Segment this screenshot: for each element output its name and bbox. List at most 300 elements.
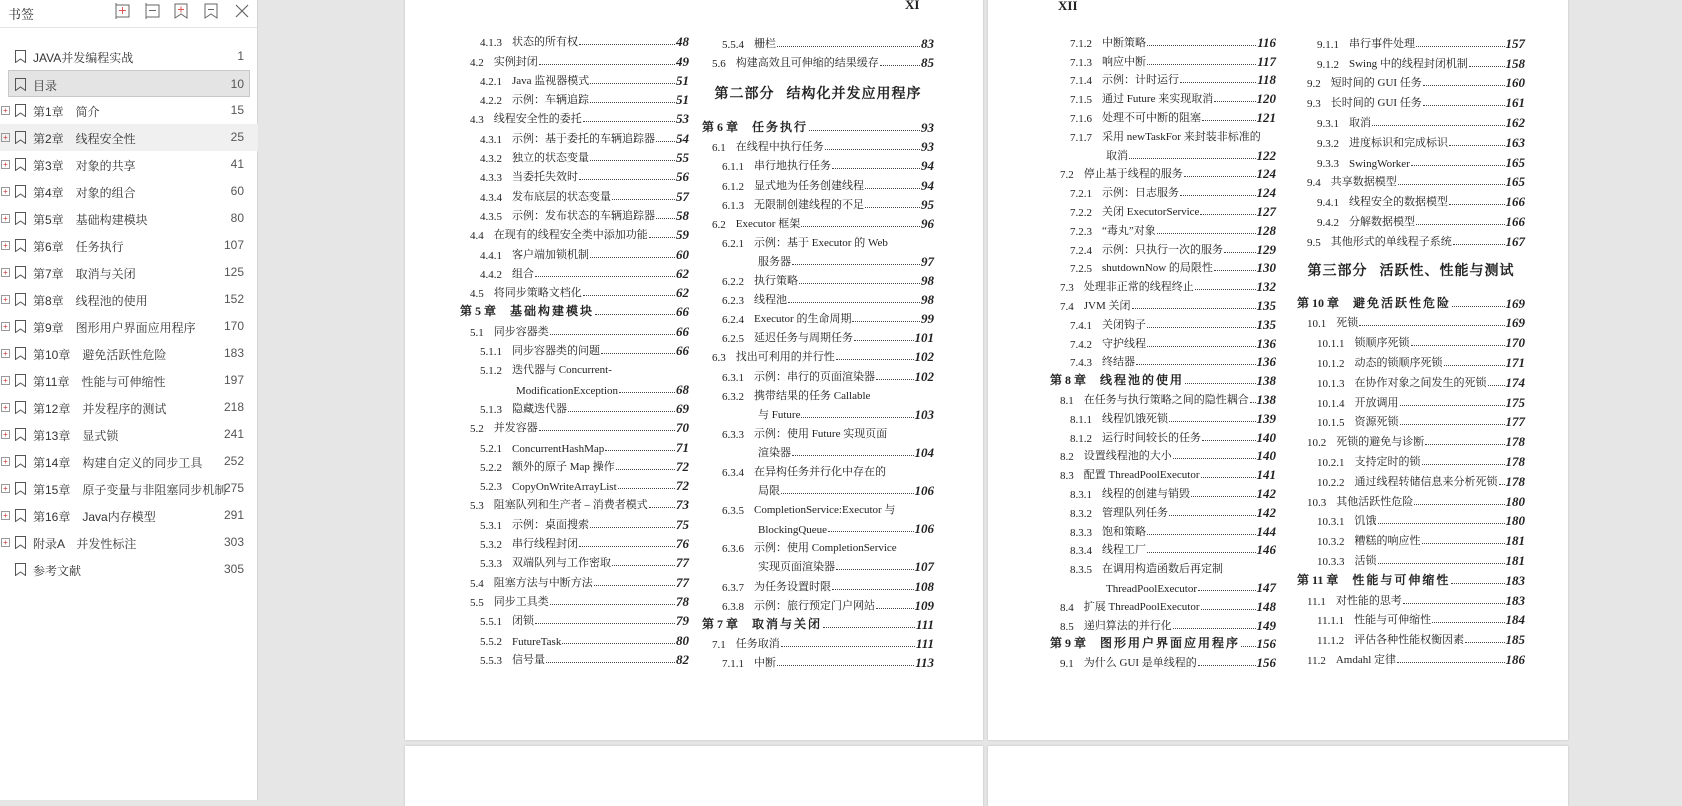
toc-entry[interactable]	[460, 339, 689, 358]
bookmark-item[interactable]	[0, 259, 258, 286]
toc-page: 180	[1505, 493, 1525, 509]
toc-leader	[876, 379, 914, 380]
toc-entry[interactable]	[1297, 429, 1525, 449]
toc-entry[interactable]	[460, 49, 689, 68]
toc-page: 140	[1256, 448, 1276, 464]
expand-toggle-icon[interactable]: +	[1, 511, 10, 520]
toc-entry[interactable]	[702, 173, 934, 192]
bookmark-label: 第16章 Java内存模型	[33, 510, 156, 524]
toc-number: 9.5	[1307, 236, 1321, 249]
toc-entry[interactable]	[702, 326, 934, 345]
toc-entry[interactable]	[1297, 509, 1525, 529]
toc-entry[interactable]	[702, 460, 934, 479]
bookmark-icon	[15, 401, 26, 414]
toc-entry[interactable]	[702, 613, 934, 632]
toc-entry[interactable]	[460, 126, 689, 145]
toc-entry[interactable]	[1297, 189, 1525, 209]
toc-number: 9.4	[1307, 177, 1321, 190]
bookmark-item[interactable]	[0, 556, 258, 583]
toc-entry[interactable]	[702, 632, 934, 651]
toc-entry[interactable]	[460, 107, 689, 126]
toc-page: 117	[1257, 53, 1276, 69]
toc-entry[interactable]	[702, 555, 934, 574]
toc-entry[interactable]	[460, 242, 689, 261]
expand-toggle-icon[interactable]: +	[1, 133, 10, 142]
toc-number: 10.3.3	[1317, 555, 1345, 568]
toc-title: 共享数据模型	[1330, 176, 1397, 189]
toc-title: 活锁	[1354, 554, 1377, 567]
toc-entry[interactable]	[702, 574, 934, 593]
toc-entry[interactable]	[1050, 557, 1276, 576]
toc-title: 停止基于线程的服务	[1083, 168, 1183, 181]
toc-leader	[1132, 308, 1256, 309]
toc-leader	[1224, 252, 1256, 253]
toc-entry[interactable]	[460, 416, 689, 435]
toc-title: 线程工厂	[1102, 544, 1146, 557]
toc-entry[interactable]	[702, 250, 934, 269]
toc-page: 75	[676, 516, 689, 532]
toc-entry[interactable]	[1297, 469, 1525, 489]
toc-number: 9.4.1	[1317, 197, 1339, 210]
toc-title: 实例封闭	[493, 55, 538, 68]
toc-entry[interactable]	[1050, 313, 1276, 332]
toc-entry[interactable]	[1297, 568, 1525, 588]
toc-page: 49	[676, 53, 689, 69]
bookmark-label: 第14章 构建自定义的同步工具	[33, 456, 203, 470]
toc-entry[interactable]	[702, 517, 934, 536]
bookmark-item[interactable]	[8, 70, 250, 97]
bookmark-page: 125	[223, 265, 244, 279]
expand-toggle-icon[interactable]: +	[1, 430, 10, 439]
bookmark-item[interactable]	[0, 178, 258, 205]
toc-page: 161	[1505, 95, 1525, 111]
toc-entry[interactable]	[460, 590, 689, 609]
toc-entry[interactable]	[1297, 647, 1525, 667]
toc-entry[interactable]	[460, 648, 689, 667]
toc-leader	[854, 340, 914, 341]
toc-entry[interactable]	[702, 154, 934, 173]
expand-toggle-icon[interactable]: +	[1, 403, 10, 412]
toc-page: 171	[1505, 354, 1525, 370]
toc-title: 糟糕的响应性	[1354, 535, 1421, 548]
toc-title: 同步容器类的问题	[512, 345, 600, 358]
toc-number: 10.3.2	[1317, 536, 1345, 549]
toc-title: “毒丸”对象	[1102, 224, 1156, 237]
toc-number: 第二部分	[714, 87, 775, 103]
toc-entry[interactable]	[1050, 275, 1276, 294]
expand-toggle-icon[interactable]: +	[1, 187, 10, 196]
toc-entry[interactable]	[1297, 110, 1525, 130]
toc-entry[interactable]	[1297, 330, 1525, 350]
toc-entry[interactable]	[1297, 130, 1525, 150]
toc-entry[interactable]	[1297, 291, 1525, 311]
bookmark-page: 15	[230, 103, 244, 117]
toc-entry[interactable]	[1050, 501, 1276, 520]
toc-entry[interactable]	[460, 609, 689, 628]
toc-page: 178	[1505, 453, 1525, 469]
toc-leader	[836, 569, 914, 570]
toc-number: 11.1.1	[1317, 615, 1345, 628]
toc-leader	[1451, 583, 1504, 584]
toc-title: 同步容器类	[493, 325, 549, 338]
toc-entry[interactable]	[1297, 489, 1525, 509]
toc-title: FutureTask	[512, 635, 562, 648]
vertical-scrollbar[interactable]	[1668, 0, 1682, 800]
bookmark-item[interactable]	[0, 475, 258, 502]
bookmark-item[interactable]	[0, 502, 258, 529]
bookmark-item[interactable]	[0, 151, 258, 178]
toc-entry[interactable]	[460, 377, 689, 396]
expand-all-icon[interactable]	[113, 2, 131, 20]
toc-entry[interactable]	[1050, 595, 1276, 614]
toc-entry[interactable]	[1297, 608, 1525, 628]
toc-title: 在调用构造函数后再定制	[1102, 563, 1223, 576]
toc-leader	[1169, 421, 1256, 422]
toc-page: 78	[676, 593, 689, 609]
close-icon[interactable]	[233, 2, 251, 20]
toc-entry[interactable]	[1297, 150, 1525, 170]
bookmark-item[interactable]	[0, 205, 258, 232]
toc-entry[interactable]	[1050, 539, 1276, 558]
toc-leader	[1169, 515, 1256, 516]
toc-title: 在现有的线程安全类中添加功能	[493, 229, 648, 242]
toc-entry[interactable]	[1050, 294, 1276, 313]
bookmark-item[interactable]	[0, 43, 258, 70]
toc-leader	[1372, 125, 1505, 126]
toc-title: 任务取消	[735, 637, 780, 650]
toc-entry[interactable]	[1297, 209, 1525, 229]
bookmark-item[interactable]	[0, 97, 258, 124]
expand-toggle-icon[interactable]: +	[1, 376, 10, 385]
toc-title: 阻塞方法与中断方法	[493, 576, 593, 589]
toc-entry[interactable]	[1297, 31, 1525, 51]
toc-number: 10.3.1	[1317, 516, 1345, 529]
toc-part-heading	[702, 70, 934, 116]
bookmark-item[interactable]	[0, 313, 258, 340]
toc-entry[interactable]	[460, 165, 689, 184]
toc-page: 120	[1256, 91, 1276, 107]
expand-toggle-icon[interactable]: +	[1, 484, 10, 493]
toc-entry[interactable]	[1050, 482, 1276, 501]
toc-title: 迭代器与 Concurrent-	[512, 364, 612, 377]
toc-number: 5.2.3	[480, 481, 502, 494]
toc-entry[interactable]	[1297, 90, 1525, 110]
toc-entry[interactable]	[460, 88, 689, 107]
expand-toggle-icon[interactable]: +	[1, 457, 10, 466]
toc-number: 4.4	[470, 230, 484, 243]
toc-entry[interactable]	[1050, 238, 1276, 257]
remove-bookmark-icon[interactable]	[202, 2, 220, 20]
toc-entry[interactable]	[702, 116, 934, 135]
toc-entry[interactable]	[460, 628, 689, 647]
toc-entry[interactable]	[1050, 614, 1276, 633]
toc-leader	[1173, 628, 1256, 629]
toc-entry[interactable]	[702, 403, 934, 422]
toc-entry[interactable]	[460, 435, 689, 454]
toc-entry[interactable]	[460, 455, 689, 474]
toc-entry[interactable]	[1050, 576, 1276, 595]
toc-entry[interactable]	[460, 223, 689, 242]
bookmark-item[interactable]	[0, 529, 258, 556]
add-bookmark-icon[interactable]	[172, 2, 190, 20]
toc-entry[interactable]	[702, 32, 934, 51]
toc-entry[interactable]	[460, 262, 689, 281]
toc-leader	[1157, 233, 1256, 234]
toc-number: 8.2	[1060, 451, 1074, 464]
toc-entry[interactable]	[460, 570, 689, 589]
toc-entry[interactable]	[460, 512, 689, 531]
expand-toggle-icon[interactable]: +	[1, 349, 10, 358]
toc-entry[interactable]	[1050, 200, 1276, 219]
toc-title: 串行事件处理	[1349, 37, 1415, 50]
pdf-page-next-right	[988, 746, 1568, 806]
toc-entry[interactable]	[1050, 87, 1276, 106]
toc-title: 为什么 GUI 是单线程的	[1083, 657, 1197, 670]
toc-leader	[1147, 534, 1256, 535]
toc-page: 69	[676, 400, 689, 416]
toc-number: 5.1.1	[480, 346, 502, 359]
toc-title: Amdahl 定律	[1335, 653, 1397, 666]
toc-entry[interactable]	[1050, 633, 1276, 652]
toc-number: 6.3.6	[722, 543, 744, 556]
bookmark-label: 第7章 取消与关闭	[33, 267, 136, 281]
toc-leader	[562, 643, 675, 644]
toc-number: 4.3	[470, 114, 484, 127]
toc-entry[interactable]	[460, 474, 689, 493]
toc-entry[interactable]	[460, 204, 689, 223]
toc-title: 评估各种性能权衡因素	[1354, 634, 1465, 647]
toc-leader	[656, 141, 675, 142]
toc-entry[interactable]	[1050, 163, 1276, 182]
toc-title: 分解数据模型	[1349, 215, 1415, 228]
toc-entry[interactable]	[1297, 311, 1525, 331]
bookmark-item[interactable]	[0, 448, 258, 475]
bookmark-icon	[15, 293, 26, 306]
toc-leader	[550, 604, 675, 605]
toc-entry[interactable]	[702, 307, 934, 326]
toc-number: 4.3.3	[480, 172, 502, 185]
toc-entry[interactable]	[460, 281, 689, 300]
bookmark-item[interactable]	[0, 286, 258, 313]
toc-entry[interactable]	[1050, 369, 1276, 388]
toc-page: 180	[1505, 513, 1525, 529]
toc-entry[interactable]	[1297, 390, 1525, 410]
toc-entry[interactable]	[702, 422, 934, 441]
toc-page: 149	[1256, 617, 1276, 633]
toc-entry[interactable]	[702, 364, 934, 383]
toc-number: 10.2.2	[1317, 476, 1345, 489]
toc-page: 142	[1256, 485, 1276, 501]
expand-toggle-icon[interactable]: +	[1, 106, 10, 115]
expand-toggle-icon[interactable]: +	[1, 322, 10, 331]
toc-entry[interactable]	[460, 493, 689, 512]
toc-entry[interactable]	[1050, 426, 1276, 445]
bookmark-icon	[15, 347, 26, 360]
toc-entry[interactable]	[460, 69, 689, 88]
toc-entry[interactable]	[1050, 520, 1276, 539]
toc-entry[interactable]	[1050, 257, 1276, 276]
toc-entry[interactable]	[702, 441, 934, 460]
expand-toggle-icon[interactable]: +	[1, 268, 10, 277]
toc-entry[interactable]	[702, 193, 934, 212]
toc-number: 4.2.2	[480, 95, 502, 108]
toc-leader	[1201, 609, 1256, 610]
toc-entry[interactable]	[1297, 410, 1525, 430]
toc-entry[interactable]	[1050, 407, 1276, 426]
toc-entry[interactable]	[1297, 528, 1525, 548]
toc-entry[interactable]	[1050, 463, 1276, 482]
toc-entry[interactable]	[1297, 627, 1525, 647]
toc-page: 98	[921, 292, 934, 308]
toc-page: 163	[1505, 134, 1525, 150]
bookmark-page: 10	[230, 77, 244, 91]
toc-title: 处理非正常的线程终止	[1083, 281, 1194, 294]
toc-entry[interactable]	[460, 397, 689, 416]
toc-title: 扩展 ThreadPoolExecutor	[1083, 600, 1200, 613]
bookmark-item[interactable]	[0, 340, 258, 367]
toc-entry[interactable]	[702, 269, 934, 288]
toc-leader	[1411, 345, 1505, 346]
toc-entry[interactable]	[702, 384, 934, 403]
toc-entry[interactable]	[1050, 181, 1276, 200]
toc-title: 基础构建模块	[510, 304, 595, 319]
toc-entry[interactable]	[460, 146, 689, 165]
toc-entry[interactable]	[702, 651, 934, 670]
toc-title: 支持定时的锁	[1354, 455, 1421, 468]
toc-number: 4.1.3	[480, 37, 502, 50]
toc-leader	[1147, 327, 1256, 328]
toc-title: 递归算法的并行化	[1083, 619, 1172, 632]
toc-entry[interactable]	[1297, 71, 1525, 91]
toc-page: 85	[921, 55, 934, 71]
toc-entry[interactable]	[702, 231, 934, 250]
toc-entry[interactable]	[1050, 144, 1276, 163]
toc-leader	[1423, 85, 1505, 86]
bookmark-icon	[15, 158, 26, 171]
toc-number: 第 9 章	[1050, 636, 1087, 651]
toc-title: 延迟任务与周期任务	[754, 332, 853, 345]
toc-entry[interactable]	[1050, 69, 1276, 88]
toc-page: 169	[1505, 315, 1525, 331]
toc-title: shutdownNow 的局限性	[1102, 262, 1213, 275]
toc-entry[interactable]	[702, 479, 934, 498]
expand-toggle-icon[interactable]: +	[1, 160, 10, 169]
toc-entry[interactable]	[702, 345, 934, 364]
toc-entry[interactable]	[1050, 106, 1276, 125]
toc-page: 118	[1257, 72, 1276, 88]
bookmark-icon	[15, 78, 26, 91]
toc-leader	[1195, 289, 1256, 290]
bookmark-item[interactable]	[0, 394, 258, 421]
toc-leader	[649, 507, 675, 508]
toc-entry[interactable]	[460, 532, 689, 551]
toc-leader	[1201, 477, 1256, 478]
toc-page: 144	[1256, 523, 1276, 539]
toc-entry[interactable]	[702, 288, 934, 307]
toc-entry[interactable]	[1050, 388, 1276, 407]
bookmark-item[interactable]	[0, 367, 258, 394]
toc-entry[interactable]	[702, 135, 934, 154]
toc-page: 102	[914, 349, 934, 365]
bookmark-item[interactable]	[0, 232, 258, 259]
toc-entry[interactable]	[702, 51, 934, 70]
toc-entry[interactable]	[1050, 332, 1276, 351]
toc-title: 锁顺序死锁	[1354, 337, 1410, 350]
toc-entry[interactable]	[460, 319, 689, 338]
toc-entry[interactable]	[1297, 449, 1525, 469]
bookmark-item[interactable]	[0, 124, 258, 151]
bookmark-item[interactable]	[0, 421, 258, 448]
toc-entry[interactable]	[702, 498, 934, 517]
toc-leader	[1180, 195, 1256, 196]
collapse-all-icon[interactable]	[143, 2, 161, 20]
toc-number: 10.3	[1307, 496, 1327, 509]
toc-entry[interactable]	[1297, 350, 1525, 370]
toc-entry[interactable]	[1050, 50, 1276, 69]
toc-title: 服务器	[758, 255, 791, 268]
toc-entry[interactable]	[702, 212, 934, 231]
toc-page: 141	[1256, 467, 1276, 483]
toc-entry[interactable]	[702, 594, 934, 613]
toc-number: 6.3.3	[722, 428, 744, 441]
toc-leader	[1414, 504, 1504, 505]
expand-toggle-icon[interactable]: +	[1, 538, 10, 547]
toc-number: 8.1	[1060, 394, 1074, 407]
toc-page: 83	[921, 36, 934, 52]
toc-entry[interactable]	[460, 551, 689, 570]
toc-page: 101	[914, 330, 934, 346]
toc-page: 124	[1256, 166, 1276, 182]
toc-entry[interactable]	[460, 358, 689, 377]
toc-number: 7.1.1	[722, 657, 744, 670]
toc-entry[interactable]	[1050, 219, 1276, 238]
bookmark-icon	[15, 239, 26, 252]
toc-entry[interactable]	[1297, 588, 1525, 608]
toc-entry[interactable]	[1297, 229, 1525, 249]
toc-entry[interactable]	[1297, 370, 1525, 390]
toc-page: 156	[1256, 636, 1276, 652]
toc-entry[interactable]	[702, 536, 934, 555]
toc-entry[interactable]	[460, 184, 689, 203]
toc-page: 113	[915, 654, 934, 670]
expand-toggle-icon[interactable]: +	[1, 214, 10, 223]
toc-entry[interactable]	[1050, 31, 1276, 50]
toc-leader	[781, 493, 914, 494]
toc-entry[interactable]	[1297, 51, 1525, 71]
toc-entry[interactable]	[1297, 548, 1525, 568]
toc-entry[interactable]	[1050, 351, 1276, 370]
expand-toggle-icon[interactable]: +	[1, 295, 10, 304]
toc-entry[interactable]	[460, 300, 689, 319]
toc-leader	[1147, 45, 1256, 46]
bookmark-page: 303	[223, 535, 244, 549]
toc-number: 11.1.2	[1317, 635, 1345, 648]
toc-entry[interactable]	[1050, 445, 1276, 464]
toc-title: 执行策略	[754, 275, 798, 288]
toc-entry[interactable]	[1297, 170, 1525, 190]
toc-page: 53	[676, 111, 689, 127]
toc-leader	[792, 264, 920, 265]
toc-number: 4.2.1	[480, 75, 502, 88]
toc-title: 组合	[512, 267, 534, 280]
expand-toggle-icon[interactable]: +	[1, 241, 10, 250]
toc-entry[interactable]	[1050, 125, 1276, 144]
toc-title: 独立的状态变量	[512, 152, 589, 165]
toc-column-left	[460, 30, 689, 667]
toc-entry[interactable]	[460, 30, 689, 49]
toc-entry[interactable]	[1050, 651, 1276, 670]
toc-page: 106	[914, 521, 934, 537]
